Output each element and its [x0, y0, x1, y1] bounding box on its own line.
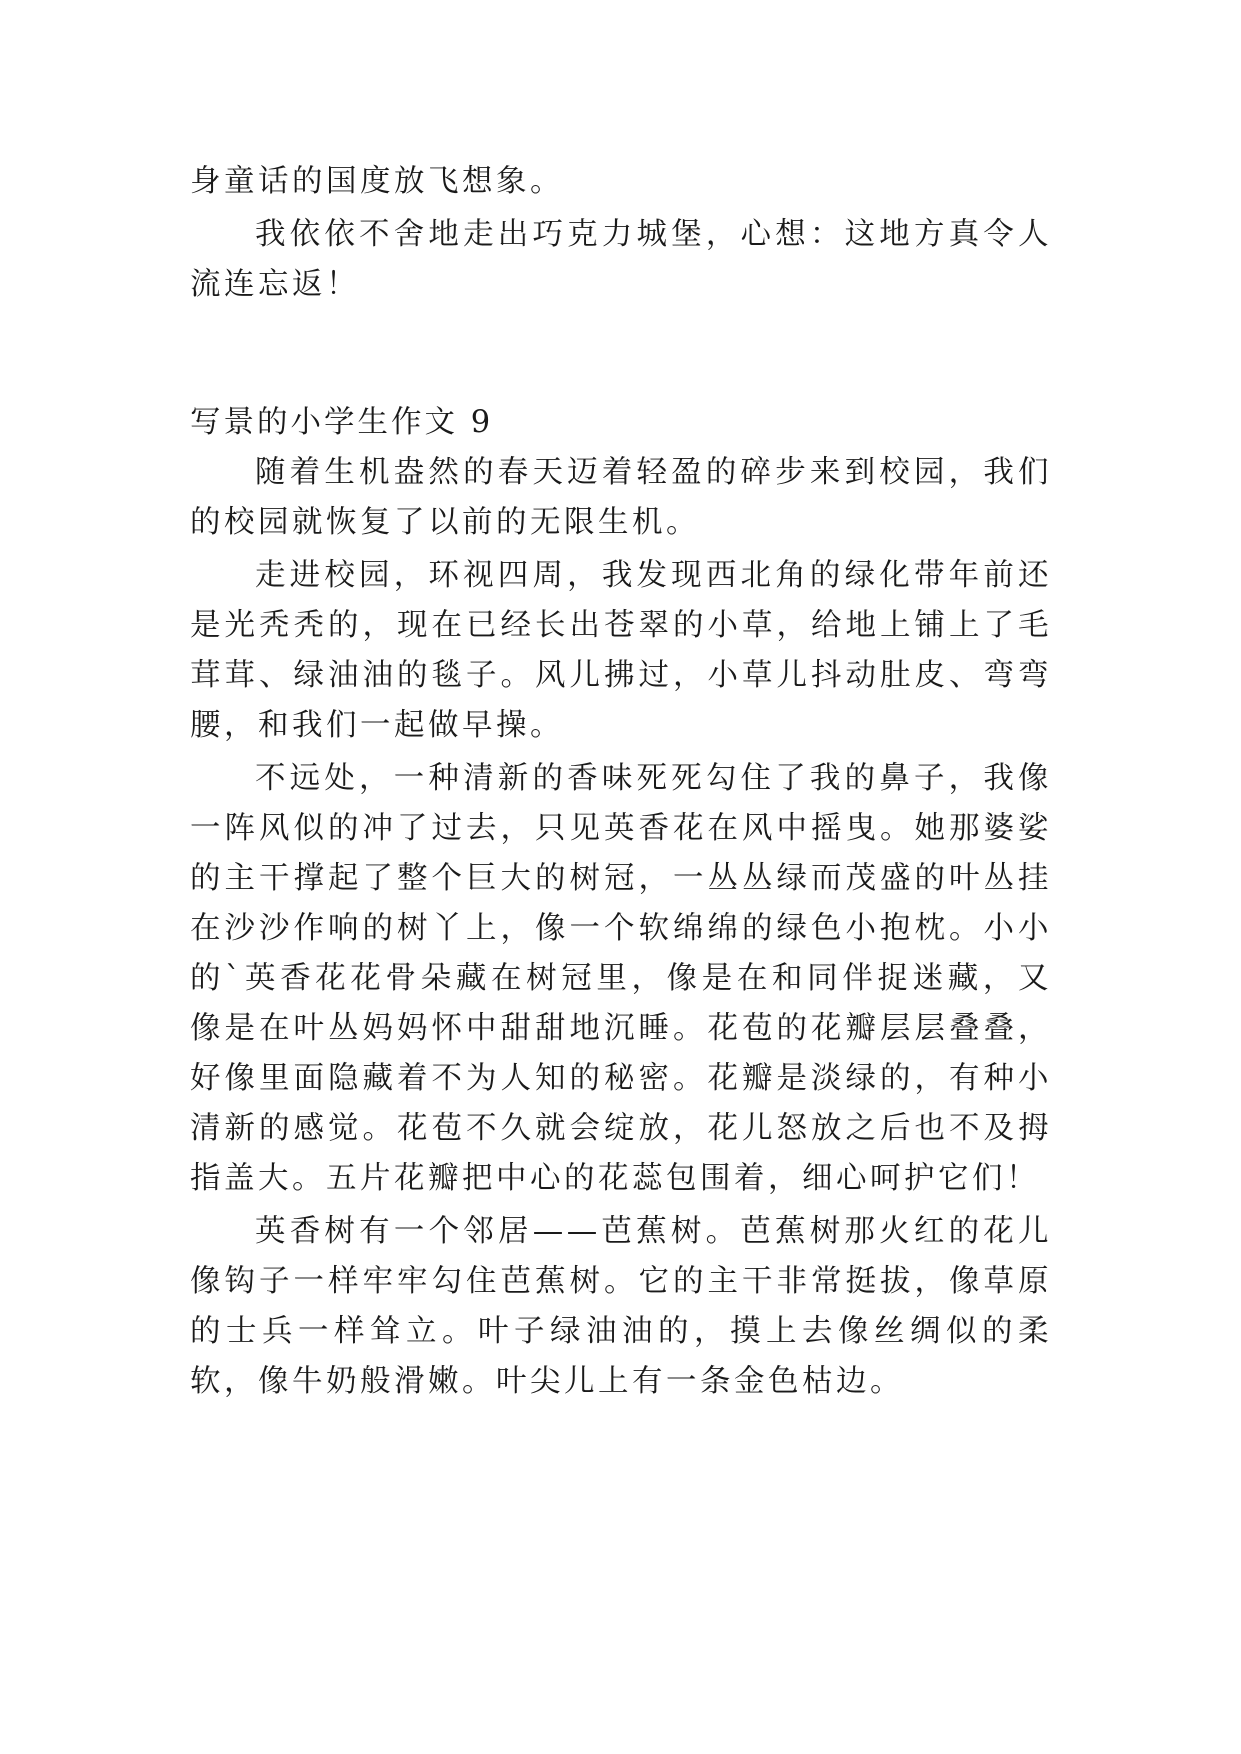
document-body [190, 157, 1052, 1407]
essay-title: 写景的小学生作文 9 [190, 405, 494, 440]
essay-paragraph-2: 走进校园，环视四周，我发现西北角的绿化带年前还是光秃秃的，现在已经长出苍翠的小草，给地上铺上了毛茸茸、绿油油的毯子。风儿拂过，小草儿抖动肚皮、弯弯腰，和我们一起做早操。 [190, 558, 1052, 743]
essay-paragraph-4: 英香树有一个邻居——芭蕉树。芭蕉树那火红的花儿像钩子一样牢牢勾住芭蕉树。它的主干非常挺拔，像草原的士兵一样耸立。叶子绿油油的，摸上去像丝绸似的柔软，像牛奶般滑嫩。叶尖儿上有一条金色枯边。 [190, 1214, 1052, 1399]
essay-paragraph-1: 随着生机盎然的春天迈着轻盈的碎步来到校园，我们的校园就恢复了以前的无限生机。 [190, 455, 1052, 540]
continued-line: 身童话的国度放飞想象。 [190, 164, 564, 199]
closing-paragraph: 我依依不舍地走出巧克力城堡，心想：这地方真令人流连忘返！ [190, 217, 1052, 302]
essay-paragraph-3: 不远处，一种清新的香味死死勾住了我的鼻子，我像一阵风似的冲了过去，只见英香花在风中摇曳。她那婆娑的主干撑起了整个巨大的树冠，一丛丛绿而茂盛的叶丛挂在沙沙作响的树丫上，像一个软绵绵的绿色小抱枕。小小的`英香花花骨朵藏在树冠里，像是在和同伴捉迷藏，又像是在叶丛妈妈怀中甜甜地沉睡。花苞的花瓣层层叠叠，好像里面隐藏着不为人知的秘密。花瓣是淡绿的，有种小清新的感觉。花苞不久就会绽放，花儿怒放之后也不及拇指盖大。五片花瓣把中心的花蕊包围着，细心呵护它们！ [190, 761, 1052, 1196]
